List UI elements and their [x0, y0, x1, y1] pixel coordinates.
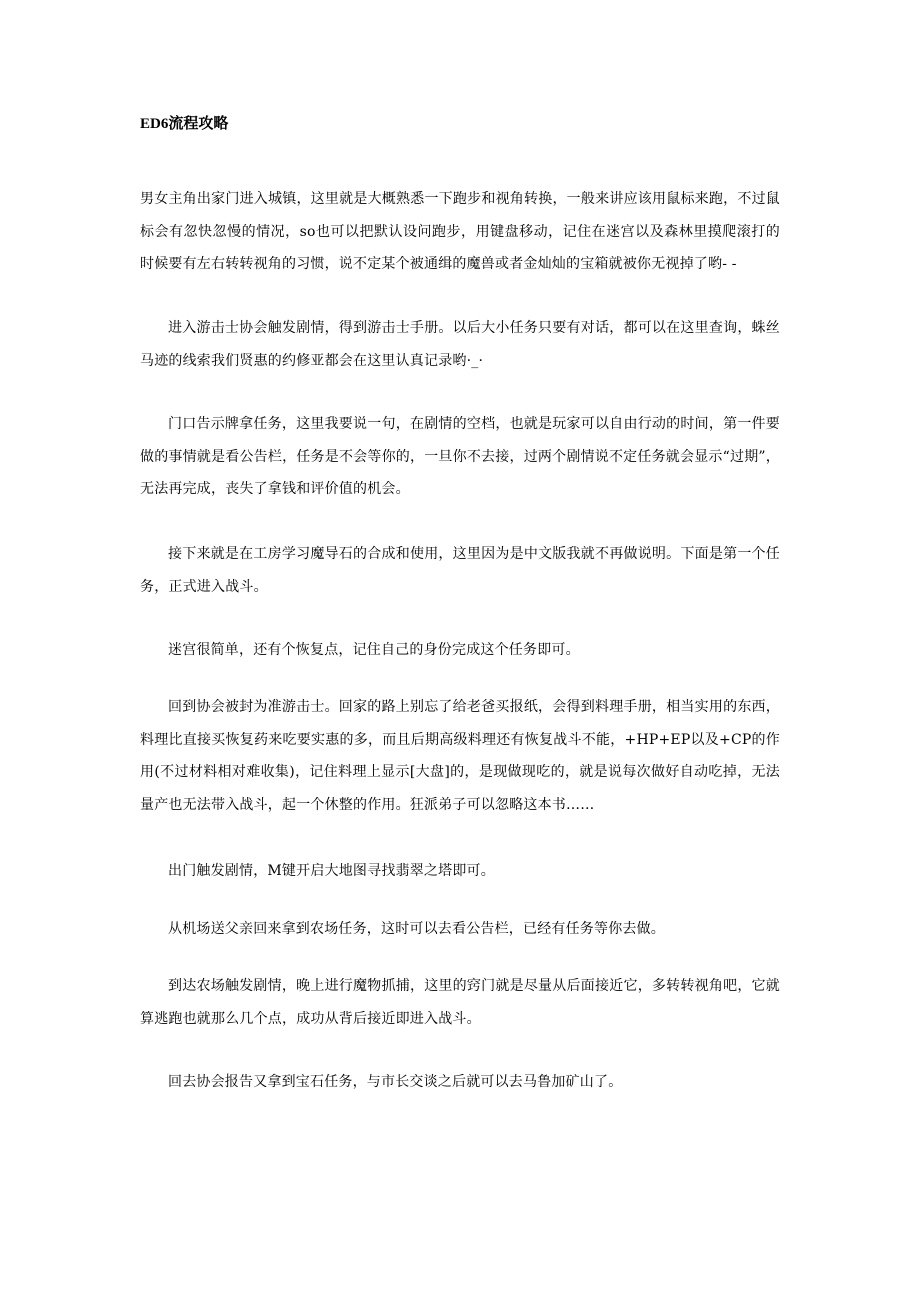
- paragraph-intro: 男女主角出家门进入城镇，这里就是大概熟悉一下跑步和视角转换，一般来讲应该用鼠标来跑，不过鼠标会有忽快忽慢的情况，so也可以把默认设问跑步，用键盘移动，记住在迷宫以及森林里摸爬滚打的时候要有左右转转视角的习惯，说不定某个被通缉的魔兽或者金灿灿的宝箱就被你无视掉了哟- -: [140, 191, 780, 272]
- paragraph-farm-quest: 从机场送父亲回来拿到农场任务，这时可以去看公告栏，已经有任务等你去做。: [168, 921, 665, 937]
- paragraph-monster-capture: 到达农场触发剧情，晚上进行魔物抓捕，这里的窍门就是尽量从后面接近它，多转转视角吧，它就算逃跑也就那么几个点，成功从背后接近即进入战斗。: [140, 978, 780, 1027]
- paragraph-world-map: 出门触发剧情，M键开启大地图寻找翡翠之塔即可。: [168, 863, 495, 879]
- paragraph-gem-quest: 回去协会报告又拿到宝石任务，与市长交谈之后就可以去马鲁加矿山了。: [168, 1074, 623, 1090]
- paragraph-notice-board: 门口告示牌拿任务，这里我要说一句，在剧情的空档，也就是玩家可以自由行动的时间，第一件要做的事情就是看公告栏，任务是不会等你的，一旦你不去接，过两个剧情说不定任务就会显示“过期”，无法再完成，丧失了拿钱和评价值的机会。: [140, 416, 780, 497]
- document-title: ED6流程攻略: [140, 116, 229, 132]
- paragraph-cooking: 回到协会被封为准游击士。回家的路上别忘了给老爸买报纸，会得到料理手册，相当实用的东西，料理比直接买恢复药来吃要实惠的多，而且后期高级料理还有恢复战斗不能，+HP+EP以及+CP的作用(不过材料相对难收集)，记住料理上显示[大盘]的，是现做现吃的，就是说每次做好自动吃掉，无法量产也无法带入战斗，起一个休整的作用。狂派弟子可以忽略这本书……: [140, 699, 780, 813]
- paragraph-guild-handbook: 进入游击士协会触发剧情，得到游击士手册。以后大小任务只要有对话，都可以在这里查询，蛛丝马迹的线索我们贤惠的约修亚都会在这里认真记录哟·_·: [140, 320, 780, 369]
- paragraph-dungeon: 迷宫很简单，还有个恢复点，记住自己的身份完成这个任务即可。: [168, 642, 580, 658]
- paragraph-workshop: 接下来就是在工房学习魔导石的合成和使用，这里因为是中文版我就不再做说明。下面是第一个任务，正式进入战斗。: [140, 546, 780, 595]
